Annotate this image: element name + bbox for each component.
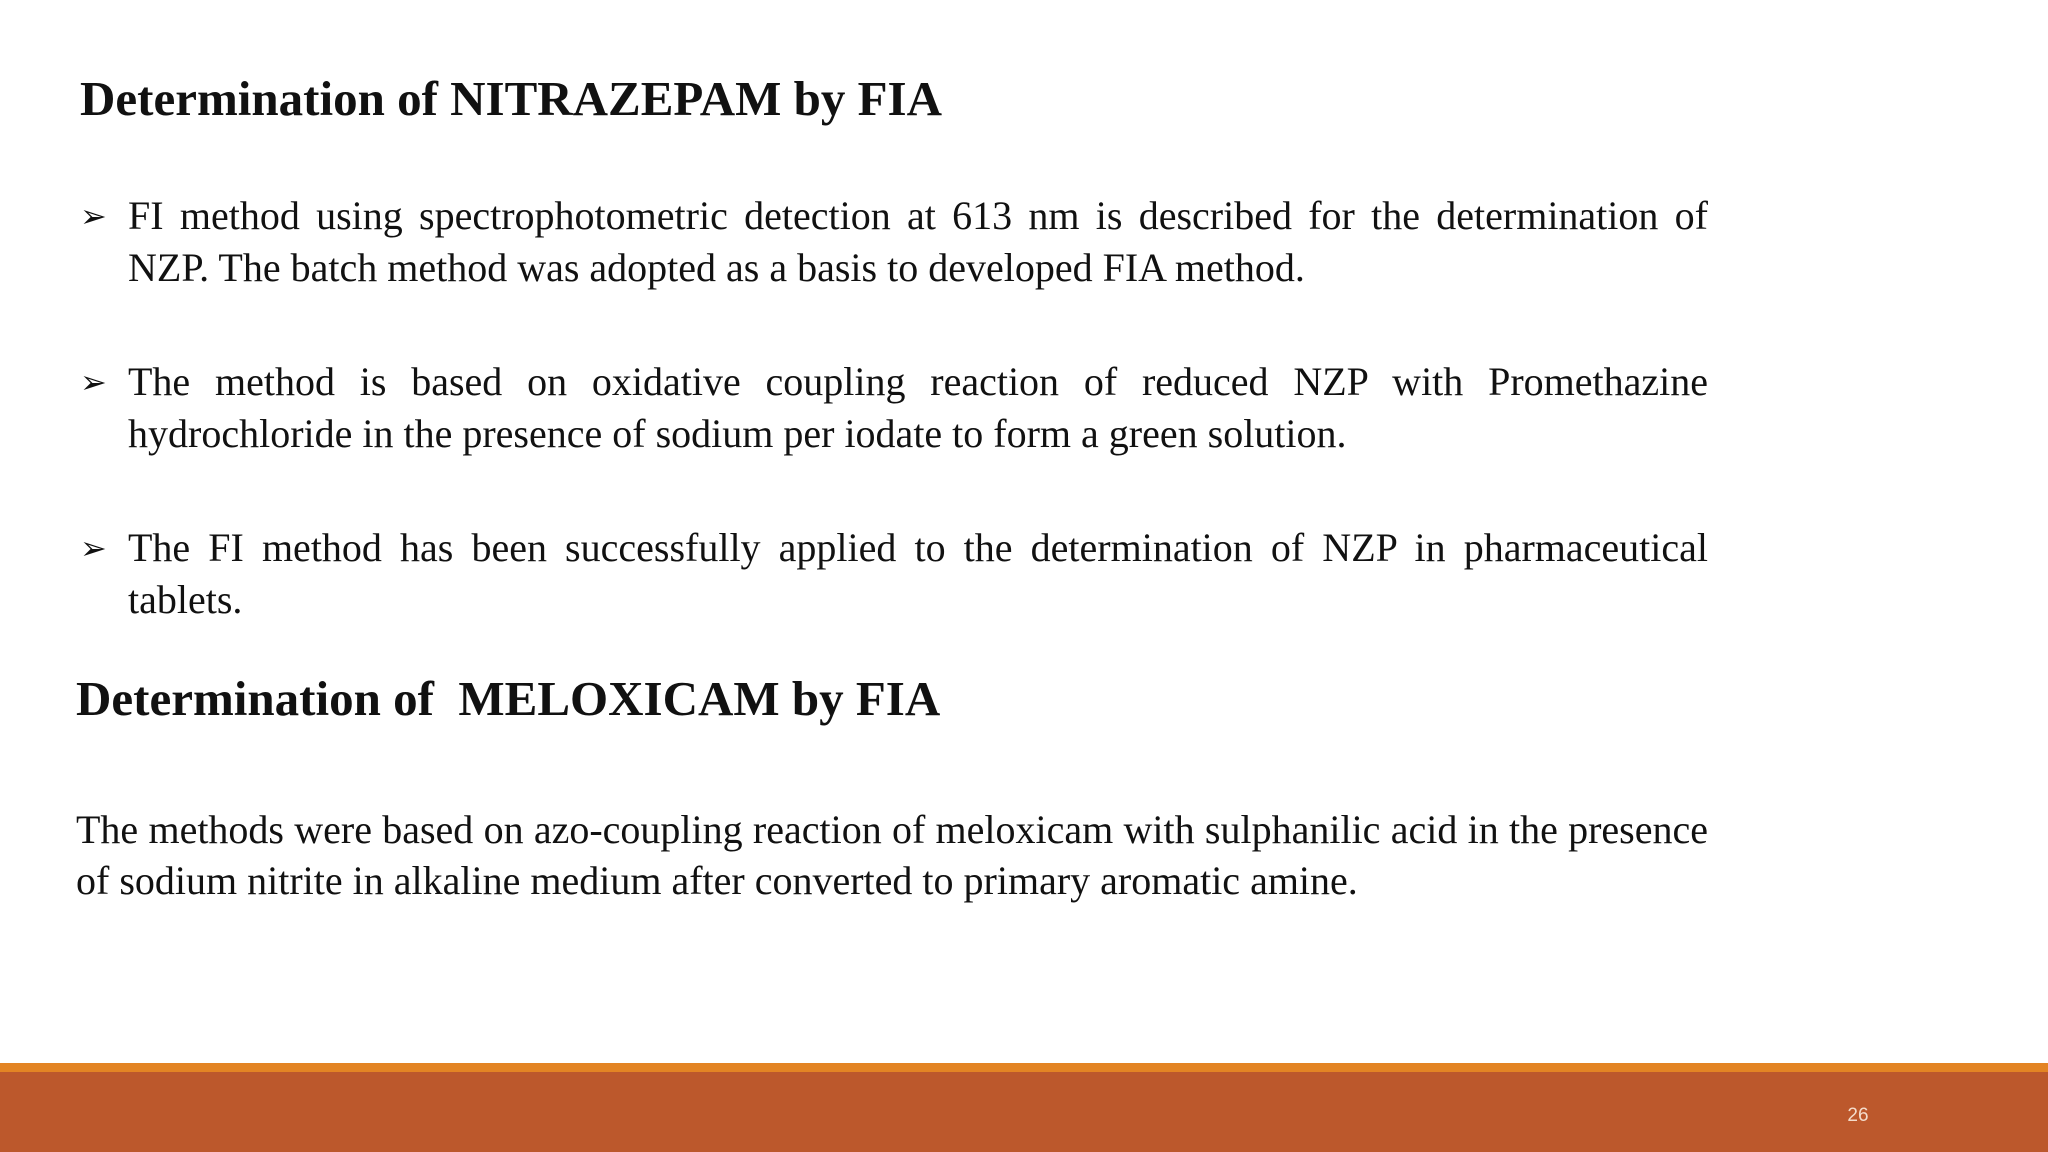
nitrazepam-bullet-list <box>80 190 1708 688</box>
bullet-text: The method is based on oxidative coupling reaction of reduced NZP with Promethazine hydrochloride in the presence of sodium per iodate to form a green solution. <box>128 359 1708 456</box>
meloxicam-heading: Determination of MELOXICAM by FIA <box>76 671 941 726</box>
bullet-item <box>80 356 1708 460</box>
arrow-bullet-icon: ➢ <box>80 529 107 567</box>
bullet-item <box>80 190 1708 294</box>
arrow-bullet-icon: ➢ <box>80 363 107 401</box>
bullet-text: The FI method has been successfully applied to the determination of NZP in pharmaceutical tablets. <box>128 525 1708 622</box>
arrow-bullet-icon: ➢ <box>80 197 107 235</box>
page-number: 26 <box>1847 1105 1869 1126</box>
footer-bar <box>0 1072 2048 1152</box>
bullet-item <box>80 522 1708 626</box>
bullet-text: FI method using spectrophotometric detection at 613 nm is described for the determination of NZP. The batch method was adopted as a basis to developed FIA method. <box>128 193 1708 290</box>
meloxicam-paragraph: The methods were based on azo-coupling reaction of meloxicam with sulphanilic acid in the presence of sodium nitrite in alkaline medium after converted to primary aromatic amine. <box>76 807 1708 903</box>
nitrazepam-heading: Determination of NITRAZEPAM by FIA <box>80 71 942 126</box>
footer-accent-stripe <box>0 1063 2048 1072</box>
